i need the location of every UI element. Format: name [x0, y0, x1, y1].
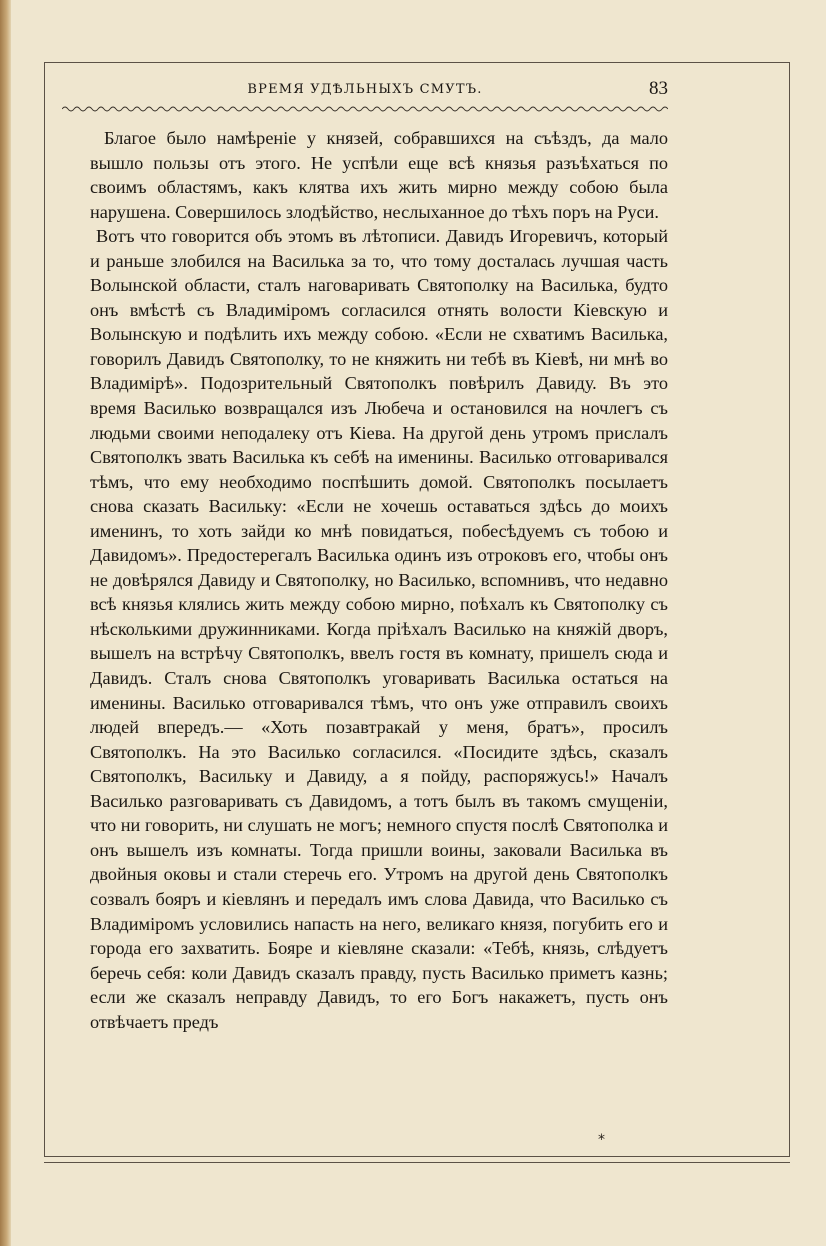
- page-number: 83: [649, 78, 668, 99]
- book-gutter: [0, 0, 11, 1246]
- body-text: [90, 126, 668, 1034]
- paragraph-1: Благое было намѣреніе у князей, собравшихся на съѣздъ, да мало вышло пользы отъ этого. Не успѣли еще всѣ князья разъѣхаться по своимъ областямъ, какъ клятва ихъ жить мирно между собою была нарушена. Совершилось злодѣйство, неслыханное до тѣхъ поръ на Руси.: [90, 128, 668, 222]
- ornamental-wavy-rule: [62, 104, 668, 114]
- paragraph-2: Вотъ что говорится объ этомъ въ лѣтописи. Давидъ Игоревичъ, который и раньше злобился на Василька за то, что тому досталась лучшая часть Волынской области, сталъ наговаривать Святополку на Василька, будто онъ вмѣстѣ съ Владиміромъ согласился отнять волости Кіевскую и Волынскую и подѣлить ихъ между собою. «Если не схватимъ Василька, говорилъ Давидъ Святополку, то не княжить ни тебѣ въ Кіевѣ, ни мнѣ во Владимірѣ». Подозрительный Святополкъ повѣрилъ Давиду. Въ это время Василько возвращался изъ Любеча и остановился на ночлегъ съ людьми своими неподалеку отъ Кіева. На другой день утромъ прислалъ Святополкъ звать Василька къ себѣ на именины. Василько отговаривался тѣмъ, что ему необходимо поспѣшить домой. Святополкъ посылаетъ снова сказать Васильку: «Если не хочешь оставаться здѣсь до моихъ именинъ, то хоть зайди ко мнѣ повидаться, побесѣдуемъ съ тобою и Давидомъ». Предостерегалъ Василька одинъ изъ отроковъ его, чтобы онъ не довѣрялся Давиду и Святополку, но Василько, вспомнивъ, что недавно всѣ князья клялись жить между собою мирно, поѣхалъ къ Святополку съ нѣсколькими дружинниками. Когда пріѣхалъ Василько на княжій дворъ, вышелъ на встрѣчу Святополкъ, ввелъ гостя въ комнату, пришелъ сюда и Давидъ. Сталъ снова Святополкъ уговаривать Василька остаться на именины. Василько отговаривался тѣмъ, что онъ уже отправилъ своихъ людей впередъ.— «Хоть позавтракай у меня, братъ», просилъ Святополкъ. На это Василько согласился. «Посидите здѣсь, сказалъ Святополкъ, Васильку и Давиду, а я пойду, распоряжусь!» Началъ Василько разговаривать съ Давидомъ, а тотъ былъ въ такомъ смущеніи, что ни говорить, ни слушать не могъ; немного спустя послѣ Святополка и онъ вышелъ изъ комнаты. Тогда пришли воины, заковали Василька въ двойныя оковы и стали стеречь его. Утромъ на другой день Святополкъ созвалъ бояръ и кіевлянъ и передалъ имъ слова Давида, что Василько съ Владиміромъ условились напасть на него, великаго князя, погубить его и города его захватить. Бояре и кіевляне сказали: «Тебѣ, князь, слѣдуетъ беречь себя: коли Давидъ сказалъ правду, пусть Василько приметъ казнь; если же сказалъ неправду Давидъ, то его Богъ накажетъ, пусть онъ отвѣчаетъ предъ: [90, 226, 668, 1032]
- signature-mark: *: [598, 1132, 605, 1148]
- page-header: [62, 78, 668, 104]
- running-title: ВРЕМЯ УДѢЛЬНЫХЪ СМУТЪ.: [247, 82, 483, 97]
- bottom-rule: [44, 1162, 790, 1163]
